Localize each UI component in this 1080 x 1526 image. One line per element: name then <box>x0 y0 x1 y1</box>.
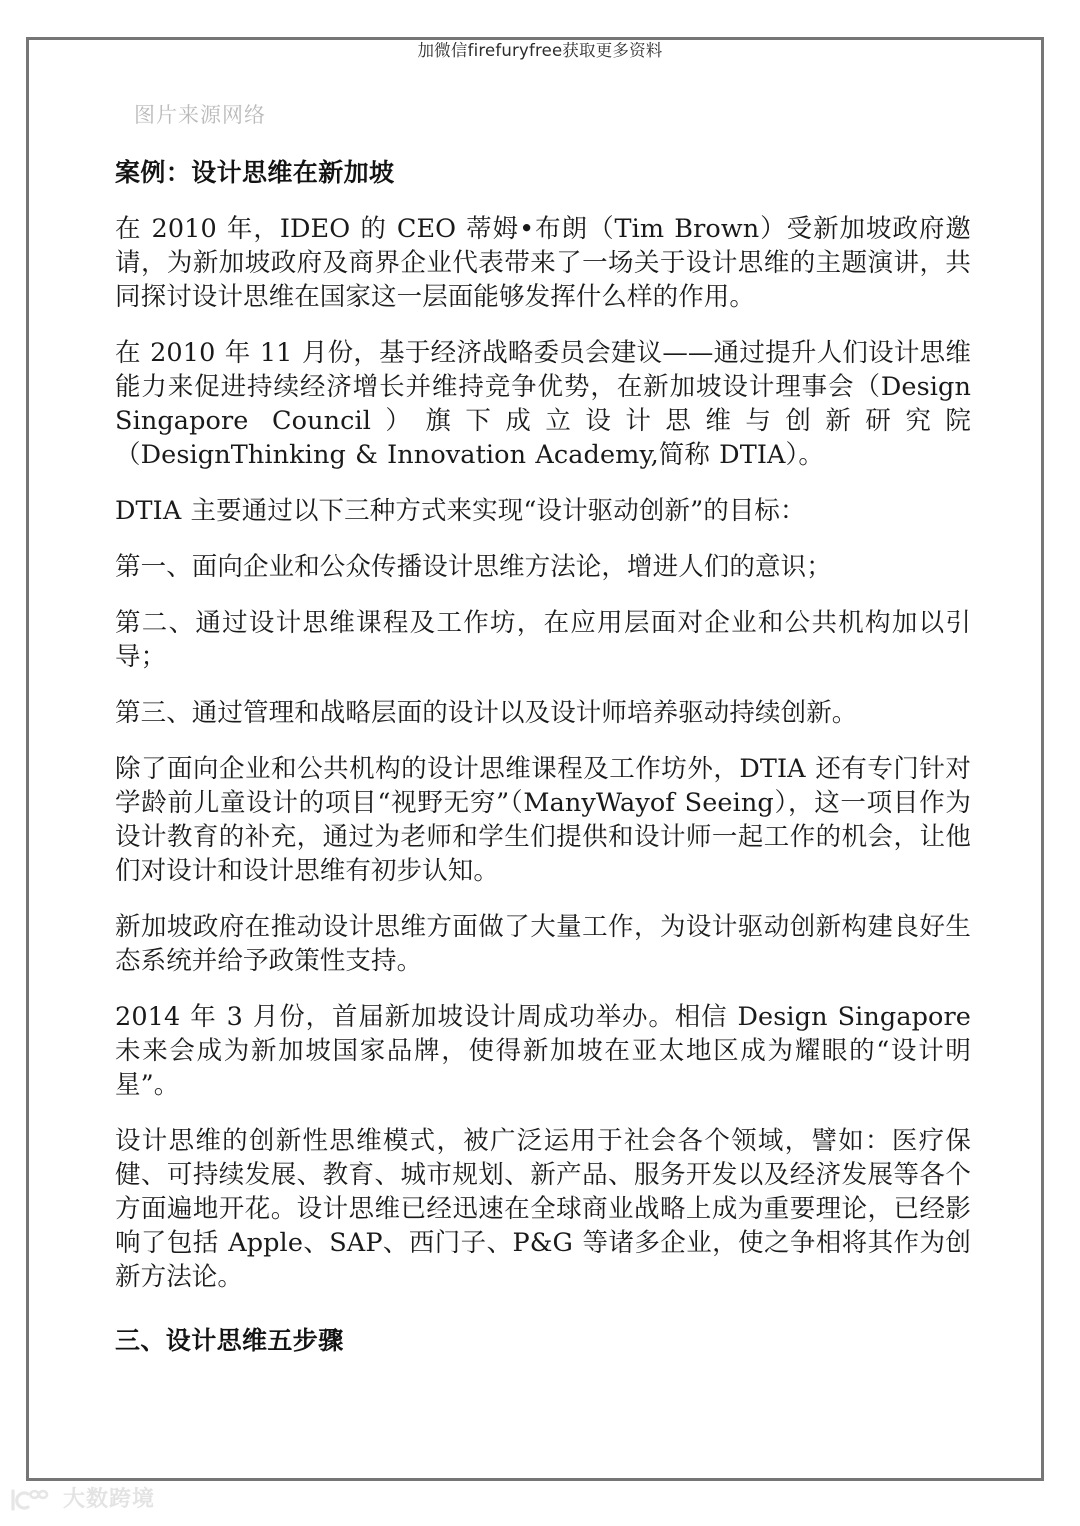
paragraph-7-global-adoption: 设计思维的创新性思维模式，被广泛运用于社会各个领域，譬如：医疗保健、可持续发展、教育、城市规划、新产品、服务开发以及经济发展等各个方面遍地开花。设计思维已经迅速在全球商业战略上成为重要理论，已经影响了包括 Apple、SAP、西门子、P&G 等诸多企业，使之争相将其作为创新方法论。 <box>115 1126 971 1292</box>
image-source-note: 图片来源网络 <box>134 103 266 127</box>
document-body <box>115 100 971 1358</box>
section-heading-case-study: 案例：设计思维在新加坡 <box>115 158 395 187</box>
paragraph-6-design-week: 2014 年 3 月份，首届新加坡设计周成功举办。相信 Design Singapore 未来会成为新加坡国家品牌，使得新加坡在亚太地区成为耀眼的“设计明星”。 <box>115 1002 971 1100</box>
site-watermark <box>8 1487 155 1513</box>
page-header-note: 加微信firefuryfree获取更多资料 <box>417 41 663 60</box>
list-item-second: 第二、通过设计思维课程及工作坊，在应用层面对企业和公共机构加以引导； <box>115 608 971 672</box>
paragraph-5-government-support: 新加坡政府在推动设计思维方面做了大量工作，为设计驱动创新构建良好生态系统并给予政策性支持。 <box>115 912 971 976</box>
paragraph-4-many-ways-of-seeing: 除了面向企业和公共机构的设计思维课程及工作坊外，DTIA 还有专门针对学龄前儿童设计的项目“视野无穷”（ManyWayof Seeing），这一项目作为设计教育的补充，通过为老师和学生们提供和设计师一起工作的机会，让他们对设计和设计思维有初步认知。 <box>115 754 971 886</box>
watermark-logo-icon <box>8 1487 56 1513</box>
section-heading-five-steps: 三、设计思维五步骤 <box>115 1326 344 1355</box>
paragraph-2: 在 2010 年 11 月份，基于经济战略委员会建议——通过提升人们设计思维能力来促进持续经济增长并维持竞争优势，在新加坡设计理事会（Design Singapore Council）旗下成立设计思维与创新研究院（DesignThinking & Innovation Academy,简称 DTIA）。 <box>115 338 971 470</box>
paragraph-3-dtia-goals: DTIA 主要通过以下三种方式来实现“设计驱动创新”的目标： <box>115 496 806 526</box>
list-item-third: 第三、通过管理和战略层面的设计以及设计师培养驱动持续创新。 <box>115 698 858 728</box>
list-item-first: 第一、面向企业和公众传播设计思维方法论，增进人们的意识； <box>115 552 832 582</box>
watermark-label: 大数跨境 <box>63 1487 156 1512</box>
paragraph-1: 在 2010 年，IDEO 的 CEO 蒂姆•布朗（Tim Brown）受新加坡政府邀请，为新加坡政府及商界企业代表带来了一场关于设计思维的主题演讲，共同探讨设计思维在国家这一层面能够发挥什么样的作用。 <box>115 214 971 312</box>
